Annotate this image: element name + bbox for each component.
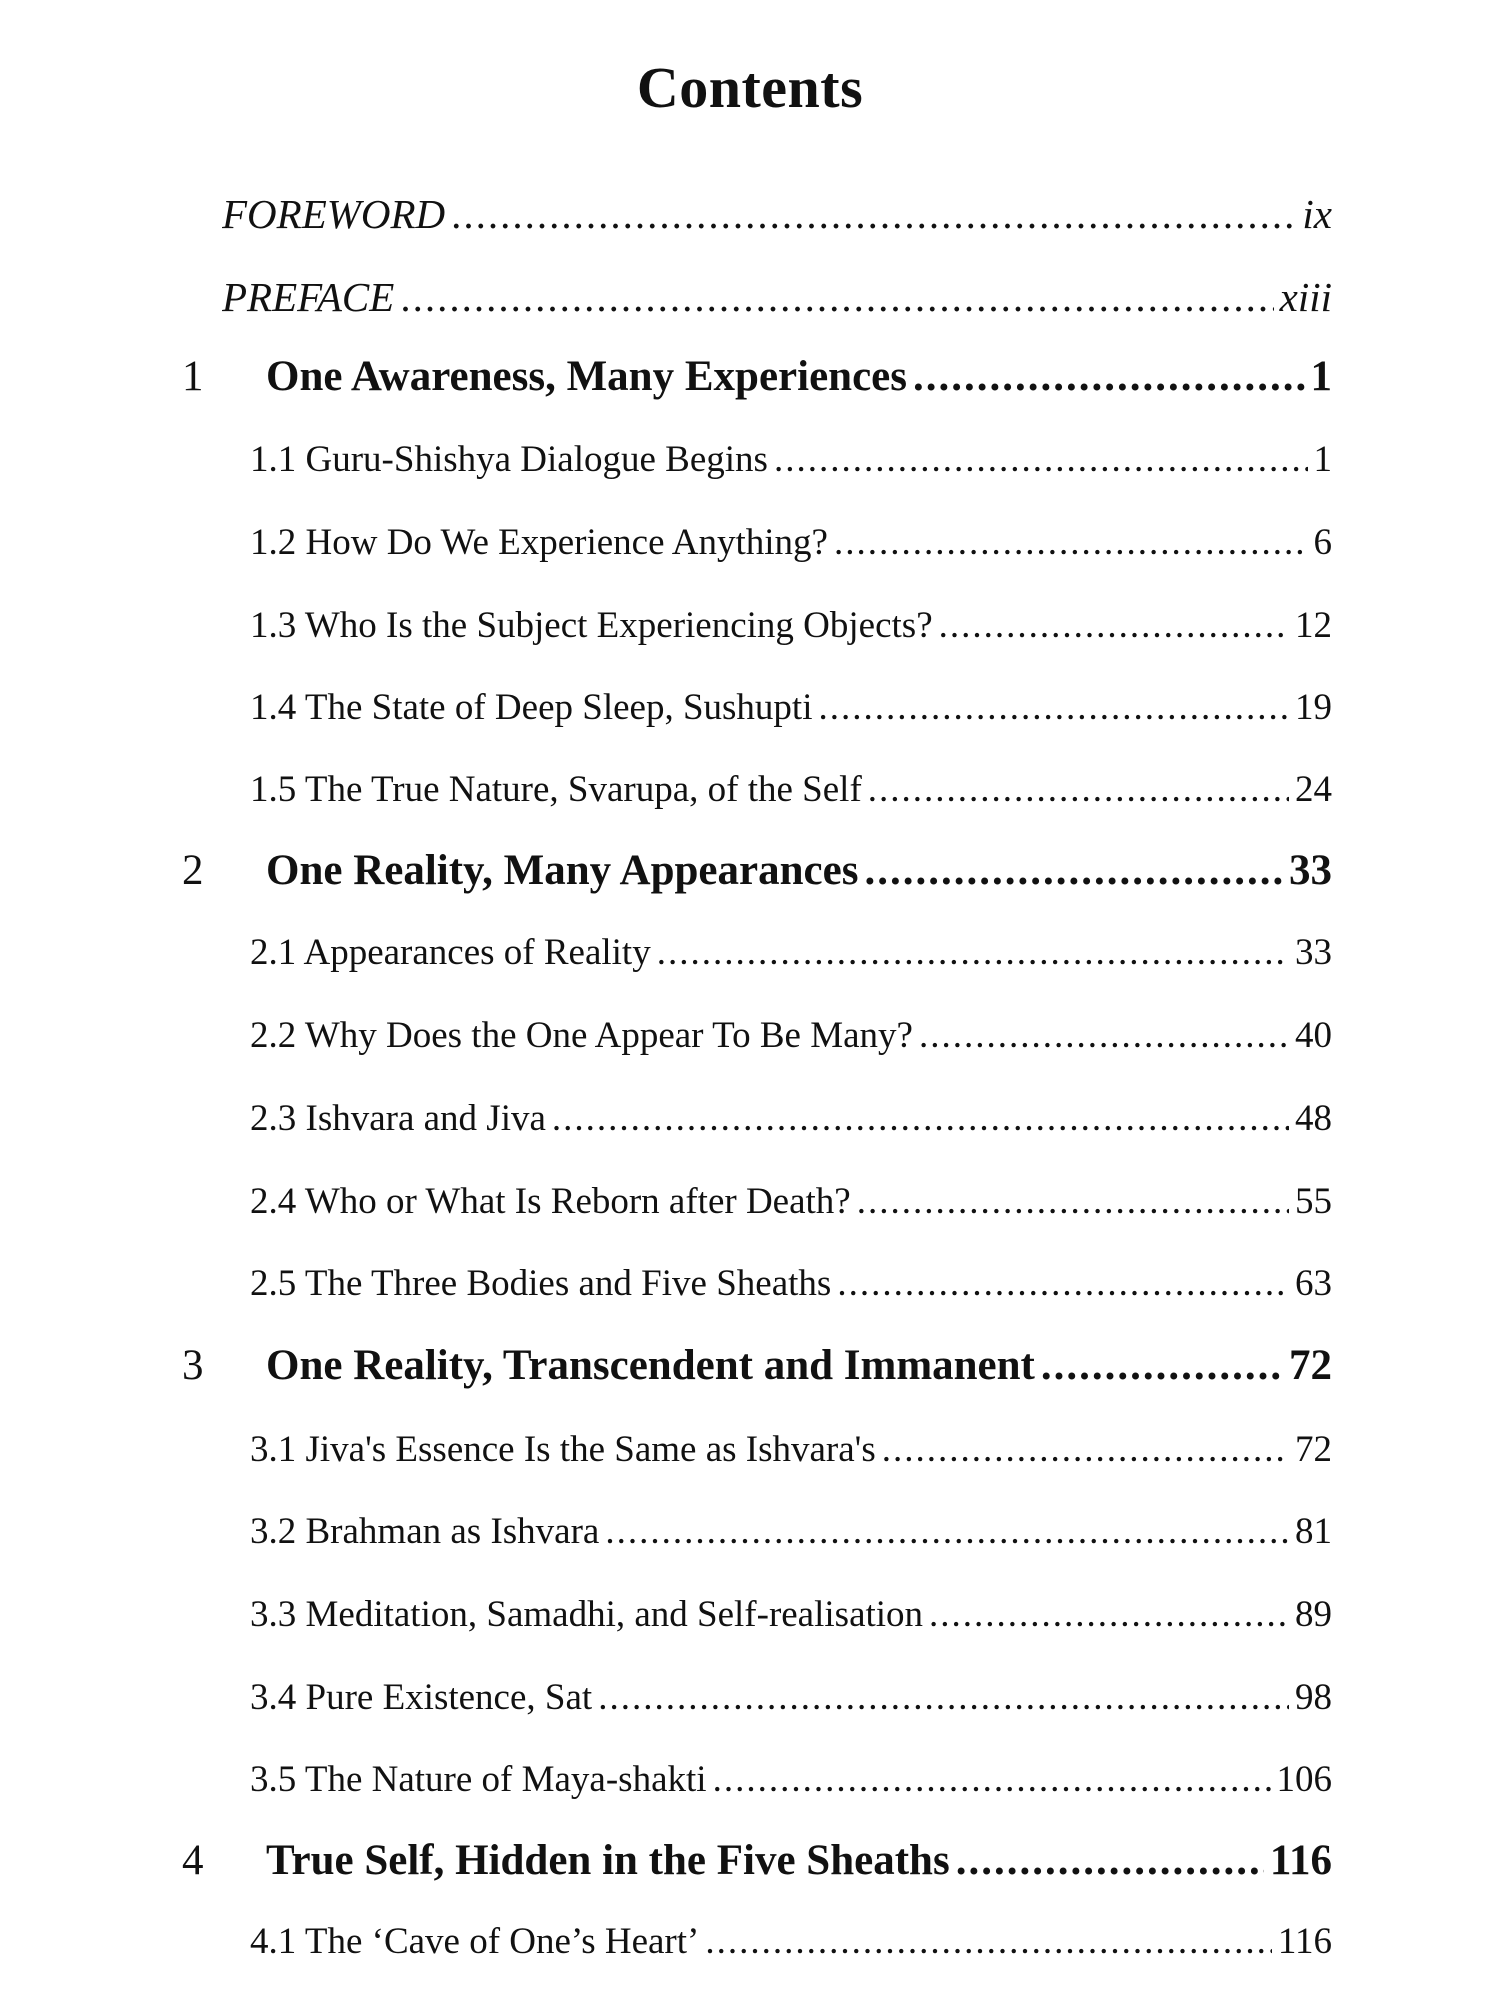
dot-leader: [929, 1593, 1289, 1636]
toc-section-3-3[interactable]: [250, 1593, 1332, 1636]
entry-page: 6: [1313, 522, 1332, 563]
section-label: 3.3 Meditation, Samadhi, and Self-realisation: [250, 1594, 924, 1635]
chapter-title: One Awareness, Many Experiences: [266, 353, 907, 400]
entry-page: 116: [1277, 1921, 1332, 1962]
toc-entry-preface[interactable]: [222, 273, 1332, 321]
section-label: 3.4 Pure Existence, Sat: [250, 1677, 593, 1718]
chapter-title: One Reality, Many Appearances: [266, 847, 859, 894]
entry-page: 116: [1269, 1837, 1332, 1884]
section-label: 3.5 The Nature of Maya-shakti: [250, 1759, 707, 1800]
entry-page: 89: [1295, 1594, 1332, 1635]
entry-label: PREFACE: [222, 274, 395, 320]
entry-page: 81: [1295, 1511, 1332, 1552]
chapter-number: 2: [182, 847, 204, 894]
toc-section-3-4[interactable]: [250, 1676, 1332, 1719]
section-label: 1.1 Guru-Shishya Dialogue Begins: [250, 439, 768, 480]
entry-page: 12: [1295, 605, 1332, 646]
dot-leader: [451, 190, 1296, 238]
chapter-title: True Self, Hidden in the Five Sheaths: [266, 1837, 950, 1884]
section-label: 2.4 Who or What Is Reborn after Death?: [250, 1181, 851, 1222]
entry-page: 106: [1276, 1759, 1332, 1800]
entry-page: 1: [1313, 439, 1332, 480]
page-title: Contents: [636, 55, 864, 120]
dot-leader: [882, 1428, 1289, 1471]
dot-leader: [913, 352, 1305, 401]
dot-leader: [1041, 1341, 1283, 1390]
entry-page: 55: [1295, 1181, 1332, 1222]
chapter-number: 3: [182, 1342, 204, 1389]
section-label: 4.1 The ‘Cave of One’s Heart’: [250, 1921, 700, 1962]
entry-page: 19: [1295, 687, 1332, 728]
section-label: 1.2 How Do We Experience Anything?: [250, 522, 828, 563]
dot-leader: [400, 273, 1273, 321]
chapter-number: 1: [182, 353, 204, 400]
entry-page: xiii: [1279, 274, 1332, 320]
toc-section-2-5[interactable]: [250, 1262, 1332, 1305]
section-label: 1.5 The True Nature, Svarupa, of the Self: [250, 769, 862, 810]
dot-leader: [605, 1510, 1289, 1553]
entry-page: 63: [1295, 1263, 1332, 1304]
section-label: 2.3 Ishvara and Jiva: [250, 1098, 546, 1139]
entry-page: 1: [1310, 353, 1332, 400]
toc-chapter-4[interactable]: [182, 1836, 1332, 1885]
toc-chapter-1[interactable]: [182, 352, 1332, 401]
section-label: 2.1 Appearances of Reality: [250, 932, 651, 973]
toc-section-1-2[interactable]: [250, 521, 1332, 564]
section-label: 1.4 The State of Deep Sleep, Sushupti: [250, 687, 813, 728]
entry-page: 72: [1289, 1342, 1332, 1389]
section-label: 3.1 Jiva's Essence Is the Same as Ishvara's: [250, 1429, 876, 1470]
entry-page: 24: [1295, 769, 1332, 810]
entry-page: 72: [1295, 1429, 1332, 1470]
entry-page: 33: [1295, 932, 1332, 973]
chapter-number: 4: [182, 1837, 204, 1884]
dot-leader: [857, 1180, 1289, 1223]
dot-leader: [864, 846, 1283, 895]
toc-section-2-1[interactable]: [250, 931, 1332, 974]
dot-leader: [834, 521, 1308, 564]
toc-entry-foreword[interactable]: [222, 190, 1332, 238]
toc-section-2-2[interactable]: [250, 1014, 1332, 1057]
chapter-title: One Reality, Transcendent and Immanent: [266, 1342, 1035, 1389]
dot-leader: [956, 1836, 1264, 1885]
dot-leader: [919, 1014, 1289, 1057]
section-label: 2.2 Why Does the One Appear To Be Many?: [250, 1015, 913, 1056]
toc-section-3-2[interactable]: [250, 1510, 1332, 1553]
entry-page: 40: [1295, 1015, 1332, 1056]
entry-page: 48: [1295, 1098, 1332, 1139]
toc-section-1-5[interactable]: [250, 768, 1332, 811]
dot-leader: [598, 1676, 1289, 1719]
section-label: 3.2 Brahman as Ishvara: [250, 1511, 600, 1552]
toc-section-3-1[interactable]: [250, 1428, 1332, 1471]
toc-section-2-4[interactable]: [250, 1180, 1332, 1223]
dot-leader: [705, 1920, 1272, 1963]
entry-page: 98: [1295, 1677, 1332, 1718]
section-label: 1.3 Who Is the Subject Experiencing Objects?: [250, 605, 933, 646]
dot-leader: [713, 1758, 1271, 1801]
dot-leader: [837, 1262, 1289, 1305]
entry-page: 33: [1289, 847, 1332, 894]
toc-chapter-2[interactable]: [182, 846, 1332, 895]
toc-section-1-3[interactable]: [250, 604, 1332, 647]
dot-leader: [939, 604, 1289, 647]
toc-section-2-3[interactable]: [250, 1097, 1332, 1140]
dot-leader: [774, 438, 1308, 481]
entry-page: ix: [1302, 191, 1332, 237]
toc-section-1-4[interactable]: [250, 686, 1332, 729]
dot-leader: [818, 686, 1289, 729]
toc-section-4-1[interactable]: [250, 1920, 1332, 1963]
entry-label: FOREWORD: [222, 191, 446, 237]
toc-section-3-5[interactable]: [250, 1758, 1332, 1801]
section-label: 2.5 The Three Bodies and Five Sheaths: [250, 1263, 832, 1304]
dot-leader: [657, 931, 1289, 974]
toc-chapter-3[interactable]: [182, 1341, 1332, 1390]
dot-leader: [868, 768, 1289, 811]
toc-section-1-1[interactable]: [250, 438, 1332, 481]
dot-leader: [552, 1097, 1289, 1140]
